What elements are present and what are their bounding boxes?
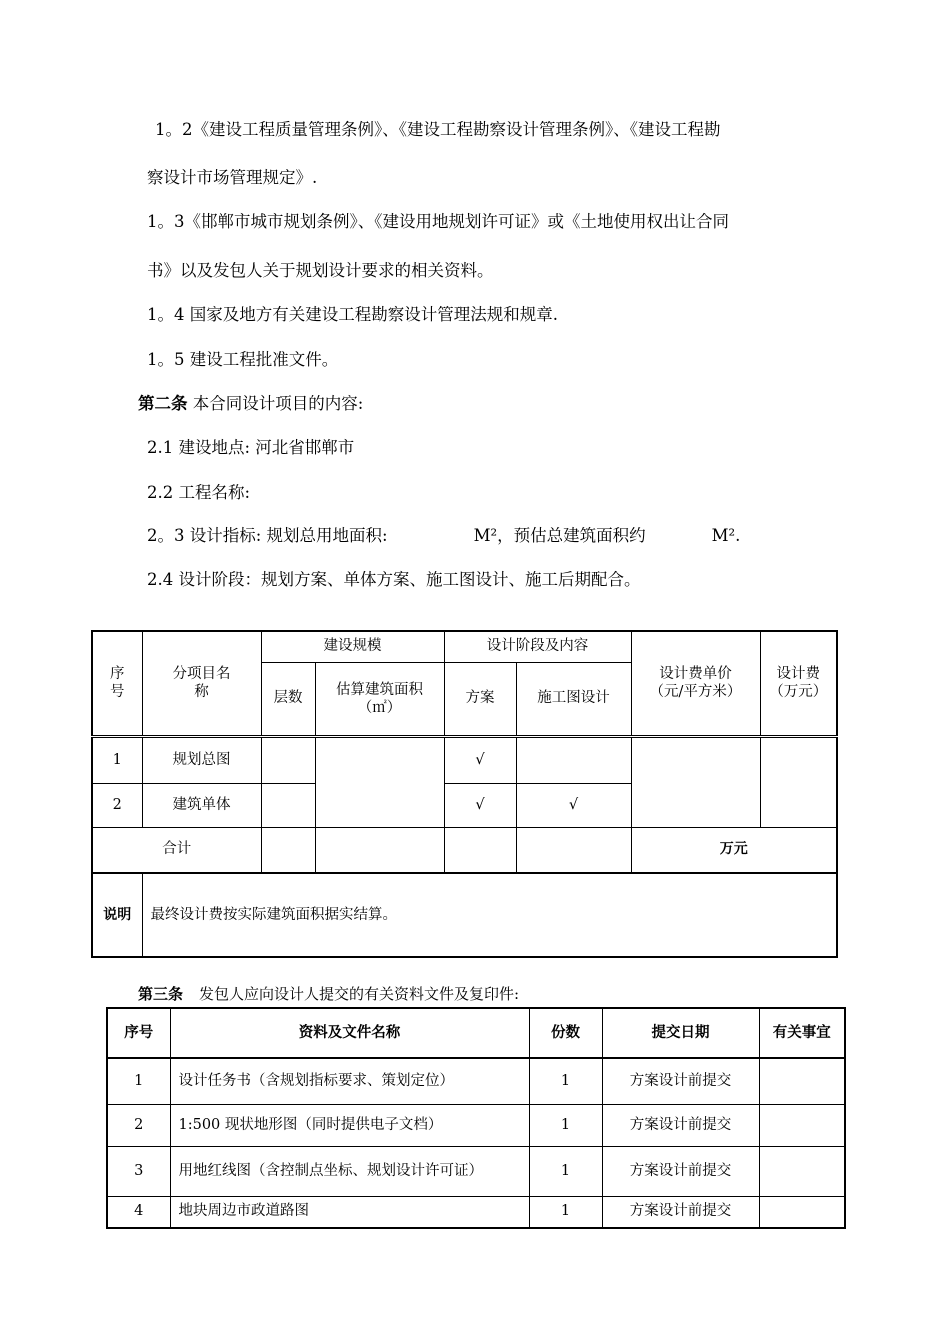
- row-seq: 4: [107, 1196, 170, 1228]
- table-row: [107, 1146, 845, 1196]
- header-item-name: 分项目名称: [142, 631, 261, 736]
- article-3-text: 发包人应向设计人提交的有关资料文件及复印件:: [199, 985, 520, 1003]
- row-floors: [261, 736, 315, 783]
- row-construction: [516, 736, 631, 783]
- para-2-1: 2.1 建设地点: 河北省邯郸市: [147, 438, 355, 457]
- header-area: 估算建筑面积（㎡）: [315, 662, 444, 736]
- header-scheme: 方案: [444, 662, 516, 736]
- para-2-3-part1: 2。3 设计指标: 规划总用地面积:: [147, 526, 388, 545]
- header-copies: 份数: [529, 1008, 602, 1058]
- row-copies: 1: [529, 1104, 602, 1146]
- table-row: [107, 1104, 845, 1146]
- note-row: [92, 873, 837, 957]
- header-seq: 序号: [92, 631, 142, 736]
- article-3: [138, 983, 519, 1004]
- row-unit-price: [631, 736, 760, 827]
- row-seq: 1: [107, 1058, 170, 1104]
- total-unit: 万元: [631, 827, 837, 873]
- design-fee-table: [91, 630, 838, 958]
- row-seq: 2: [107, 1104, 170, 1146]
- row-notes: [759, 1146, 845, 1196]
- row-area: [315, 736, 444, 827]
- row-notes: [759, 1104, 845, 1146]
- row-date: 方案设计前提交: [602, 1196, 759, 1228]
- total-floors: [261, 827, 315, 873]
- note-text: 最终设计费按实际建筑面积据实结算。: [142, 873, 837, 957]
- total-label: 合计: [92, 827, 261, 873]
- row-floors: [261, 783, 315, 827]
- row-name: 地块周边市政道路图: [170, 1196, 529, 1228]
- para-1-3-line1: 1。3《邯郸市城市规划条例》、《建设用地规划许可证》或《土地使用权出让合同: [147, 212, 729, 231]
- row-name: 规划总图: [142, 736, 261, 783]
- row-name: 1:500 现状地形图（同时提供电子文档）: [170, 1104, 529, 1146]
- materials-table: [106, 1007, 846, 1229]
- row-name: 设计任务书（含规划指标要求、策划定位）: [170, 1058, 529, 1104]
- note-label: 说明: [92, 873, 142, 957]
- row-notes: [759, 1058, 845, 1104]
- row-date: 方案设计前提交: [602, 1146, 759, 1196]
- header-scale: 建设规模: [261, 631, 444, 662]
- para-1-2-line1: 1。2《建设工程质量管理条例》、《建设工程勘察设计管理条例》、《建设工程勘: [155, 120, 721, 139]
- row-name: 建筑单体: [142, 783, 261, 827]
- total-row: [92, 827, 837, 873]
- header-seq: 序号: [107, 1008, 170, 1058]
- row-seq: 2: [92, 783, 142, 827]
- para-1-5: 1。5 建设工程批准文件。: [147, 350, 339, 369]
- header-notes: 有关事宜: [759, 1008, 845, 1058]
- article-3-label: 第三条: [138, 985, 184, 1003]
- article-2-text: 本合同设计项目的内容:: [192, 394, 364, 413]
- row-fee: [760, 736, 837, 827]
- header-construction: 施工图设计: [516, 662, 631, 736]
- table-row: [92, 736, 837, 783]
- total-area: [315, 827, 444, 873]
- article-2-label: 第二条: [138, 394, 188, 413]
- row-notes: [759, 1196, 845, 1228]
- row-construction: √: [516, 783, 631, 827]
- total-construction: [516, 827, 631, 873]
- row-copies: 1: [529, 1058, 602, 1104]
- para-2-4: 2.4 设计阶段：规划方案、单体方案、施工图设计、施工后期配合。: [147, 570, 641, 589]
- row-copies: 1: [529, 1146, 602, 1196]
- para-2-3-part2: M²，预估总建筑面积约: [473, 526, 646, 545]
- header-floors: 层数: [261, 662, 315, 736]
- row-scheme: √: [444, 783, 516, 827]
- row-seq: 1: [92, 736, 142, 783]
- para-1-3-line2: 书》以及发包人关于规划设计要求的相关资料。: [147, 261, 494, 280]
- table-row: [107, 1196, 845, 1228]
- header-name: 资料及文件名称: [170, 1008, 529, 1058]
- row-date: 方案设计前提交: [602, 1104, 759, 1146]
- header-date: 提交日期: [602, 1008, 759, 1058]
- para-1-4: 1。4 国家及地方有关建设工程勘察设计管理法规和规章.: [147, 305, 558, 324]
- table-row: [107, 1058, 845, 1104]
- para-2-3: [147, 522, 740, 546]
- row-seq: 3: [107, 1146, 170, 1196]
- header-unit-price: 设计费单价（元/平方米）: [631, 631, 760, 736]
- para-1-2-line2: 察设计市场管理规定》.: [147, 168, 318, 187]
- row-name: 用地红线图（含控制点坐标、规划设计许可证）: [170, 1146, 529, 1196]
- article-2: [138, 390, 363, 414]
- row-scheme: √: [444, 736, 516, 783]
- para-2-2: 2.2 工程名称:: [147, 483, 251, 502]
- header-fee: 设计费（万元）: [760, 631, 837, 736]
- header-stage: 设计阶段及内容: [444, 631, 631, 662]
- para-2-3-part3: M².: [711, 526, 741, 545]
- total-scheme: [444, 827, 516, 873]
- row-date: 方案设计前提交: [602, 1058, 759, 1104]
- row-copies: 1: [529, 1196, 602, 1228]
